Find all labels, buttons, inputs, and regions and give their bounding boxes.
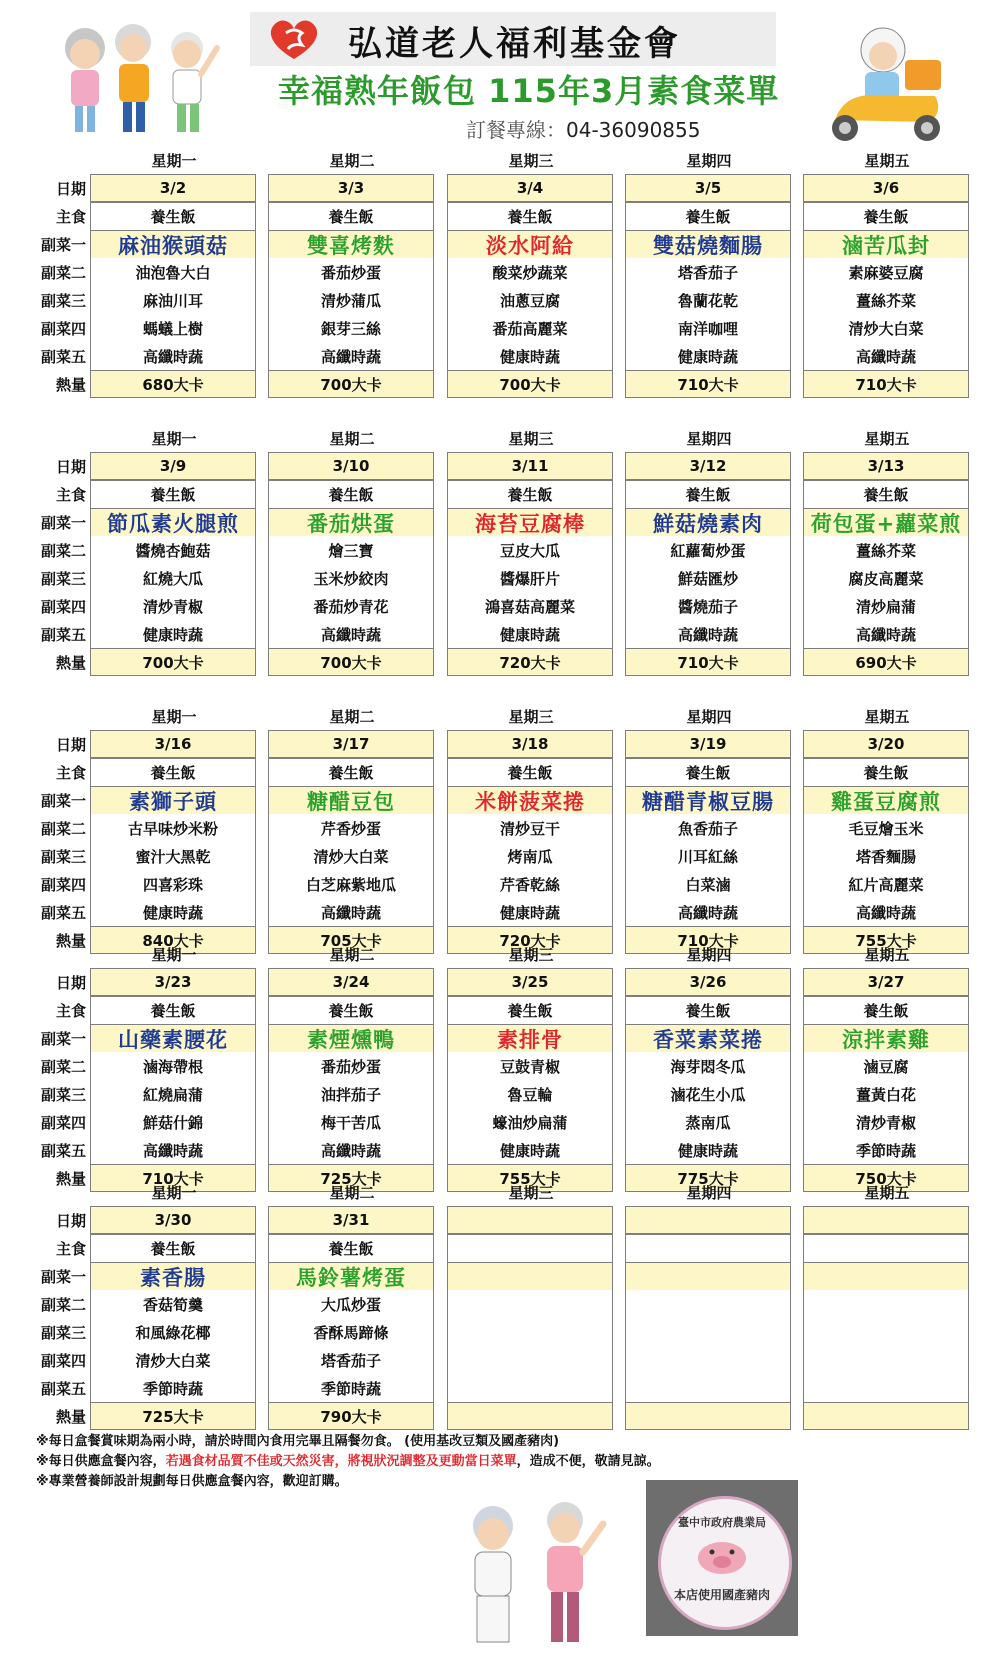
side-dish-3-cell: [625, 1318, 791, 1346]
side-dish-3-cell: 魯豆輪: [447, 1080, 613, 1108]
calories-cell: 700大卡: [268, 370, 434, 398]
side-dish-3-cell: 油蔥豆腐: [447, 286, 613, 314]
row-label: 副菜三: [40, 1324, 86, 1342]
side-dish-5-cell: 健康時蔬: [90, 620, 256, 648]
date-cell: 3/26: [625, 968, 791, 996]
staple-cell: 養生飯: [90, 996, 256, 1024]
side-dish-5-cell: 季節時蔬: [803, 1136, 969, 1164]
weekday-header: 星期一: [151, 430, 197, 448]
weekday-header: 星期三: [508, 152, 554, 170]
side-dish-3-cell: 紅燒扁蒲: [90, 1080, 256, 1108]
side-dish-5-cell: 高纖時蔬: [268, 1136, 434, 1164]
side-dish-2-cell: 醬燒杏鮑菇: [90, 536, 256, 564]
weekday-header: 星期二: [329, 430, 375, 448]
menu-title: 幸福熟年飯包 115年3月素食菜單: [278, 72, 780, 110]
staple-cell: 養生飯: [625, 480, 791, 508]
side-dish-4-cell: 番茄炒青花: [268, 592, 434, 620]
calories-cell: [625, 1402, 791, 1430]
org-logo-icon: [262, 15, 326, 63]
weekday-header: 星期二: [329, 1184, 375, 1202]
main-dish-cell: [447, 1262, 613, 1292]
date-cell: 3/24: [268, 968, 434, 996]
side-dish-2-cell: [803, 1290, 969, 1318]
row-label: 日期: [55, 736, 86, 754]
staple-cell: [803, 1234, 969, 1262]
side-dish-5-cell: 健康時蔬: [447, 342, 613, 370]
calories-cell: 700大卡: [90, 648, 256, 676]
side-dish-3-cell: 腐皮高麗菜: [803, 564, 969, 592]
side-dish-4-cell: [803, 1346, 969, 1374]
weekday-header: 星期三: [508, 430, 554, 448]
date-cell: 3/17: [268, 730, 434, 758]
calories-cell: [803, 1402, 969, 1430]
footer-notes: [36, 1432, 956, 1492]
date-cell: 3/19: [625, 730, 791, 758]
date-cell: 3/4: [447, 174, 613, 202]
side-dish-4-cell: 鮮菇什錦: [90, 1108, 256, 1136]
order-hotline: [466, 114, 700, 143]
side-dish-2-cell: 燴三寶: [268, 536, 434, 564]
row-label: 副菜五: [40, 348, 86, 366]
row-label: 副菜二: [40, 542, 86, 560]
badge-line2: 本店使用國產豬肉: [673, 1588, 770, 1602]
calories-cell: 840大卡: [90, 926, 256, 954]
row-label: 副菜一: [40, 792, 86, 810]
weekday-header: 星期四: [686, 152, 732, 170]
row-label: 日期: [55, 458, 86, 476]
row-label: 日期: [55, 1212, 86, 1230]
side-dish-2-cell: 毛豆燴玉米: [803, 814, 969, 842]
side-dish-4-cell: 清炒大白菜: [803, 314, 969, 342]
weekday-header: 星期一: [151, 708, 197, 726]
date-cell: 3/30: [90, 1206, 256, 1234]
date-cell: 3/12: [625, 452, 791, 480]
calories-cell: 725大卡: [90, 1402, 256, 1430]
row-label: 主食: [55, 1240, 86, 1258]
main-dish-cell: 滷苦瓜封: [803, 230, 969, 260]
date-cell: 3/5: [625, 174, 791, 202]
side-dish-2-cell: [625, 1290, 791, 1318]
calories-cell: 710大卡: [625, 370, 791, 398]
side-dish-5-cell: 健康時蔬: [90, 898, 256, 926]
side-dish-4-cell: 銀芽三絲: [268, 314, 434, 342]
side-dish-3-cell: [803, 1318, 969, 1346]
side-dish-2-cell: 塔香茄子: [625, 258, 791, 286]
main-dish-cell: 雙喜烤麩: [268, 230, 434, 260]
side-dish-5-cell: 健康時蔬: [625, 342, 791, 370]
side-dish-5-cell: 高纖時蔬: [803, 898, 969, 926]
weekday-header: 星期三: [508, 1184, 554, 1202]
staple-cell: 養生飯: [268, 758, 434, 786]
weekday-header: 星期一: [151, 152, 197, 170]
calories-cell: 705大卡: [268, 926, 434, 954]
org-name: 弘道老人福利基金會: [348, 24, 681, 64]
side-dish-2-cell: 油泡魯大白: [90, 258, 256, 286]
calories-cell: 720大卡: [447, 926, 613, 954]
row-label: 日期: [55, 180, 86, 198]
main-dish-cell: [625, 1262, 791, 1292]
main-dish-cell: 素香腸: [90, 1262, 256, 1292]
main-dish-cell: 雞蛋豆腐煎: [803, 786, 969, 816]
side-dish-3-cell: 清炒大白菜: [268, 842, 434, 870]
side-dish-4-cell: 白芝麻紫地瓜: [268, 870, 434, 898]
side-dish-4-cell: 清炒青椒: [90, 592, 256, 620]
calories-cell: 710大卡: [90, 1164, 256, 1192]
staple-cell: 養生飯: [447, 996, 613, 1024]
weekday-header: 星期五: [864, 152, 910, 170]
weekday-header: 星期四: [686, 946, 732, 964]
side-dish-4-cell: 番茄高麗菜: [447, 314, 613, 342]
date-cell: [625, 1206, 791, 1234]
side-dish-4-cell: 白菜滷: [625, 870, 791, 898]
date-cell: 3/27: [803, 968, 969, 996]
weekday-header: 星期三: [508, 946, 554, 964]
staple-cell: 養生飯: [447, 480, 613, 508]
staple-cell: 養生飯: [90, 202, 256, 230]
row-label: 主食: [55, 1002, 86, 1020]
side-dish-4-cell: 芹香乾絲: [447, 870, 613, 898]
side-dish-3-cell: 醬爆肝片: [447, 564, 613, 592]
weekday-header: 星期二: [329, 708, 375, 726]
side-dish-3-cell: 薑黃白花: [803, 1080, 969, 1108]
side-dish-4-cell: 蒸南瓜: [625, 1108, 791, 1136]
calories-cell: 790大卡: [268, 1402, 434, 1430]
row-label: 副菜三: [40, 848, 86, 866]
main-dish-cell: 番茄烘蛋: [268, 508, 434, 538]
side-dish-4-cell: 南洋咖哩: [625, 314, 791, 342]
staple-cell: [447, 1234, 613, 1262]
main-dish-cell: 節瓜素火腿煎: [90, 508, 256, 538]
date-cell: 3/31: [268, 1206, 434, 1234]
side-dish-2-cell: 紅蘿蔔炒蛋: [625, 536, 791, 564]
main-dish-cell: 糖醋青椒豆腸: [625, 786, 791, 816]
staple-cell: 養生飯: [625, 996, 791, 1024]
staple-cell: 養生飯: [90, 1234, 256, 1262]
badge-line1: 臺中市政府農業局: [678, 1516, 766, 1529]
main-dish-cell: 香菜素菜捲: [625, 1024, 791, 1054]
side-dish-2-cell: 豆皮大瓜: [447, 536, 613, 564]
note-shelf-life: ※每日盒餐賞味期為兩小時，請於時間內食用完畢且隔餐勿食。 (使用基改豆類及國產豬肉): [36, 1434, 560, 1449]
date-cell: 3/13: [803, 452, 969, 480]
side-dish-5-cell: 高纖時蔬: [803, 620, 969, 648]
row-label: 副菜五: [40, 1142, 86, 1160]
staple-cell: 養生飯: [803, 996, 969, 1024]
side-dish-3-cell: 香酥馬蹄條: [268, 1318, 434, 1346]
main-dish-cell: 海苔豆腐棒: [447, 508, 613, 538]
date-cell: 3/23: [90, 968, 256, 996]
main-dish-cell: 荷包蛋+蘿菜煎: [803, 508, 969, 538]
side-dish-2-cell: 清炒豆干: [447, 814, 613, 842]
side-dish-5-cell: 高纖時蔬: [268, 342, 434, 370]
date-cell: 3/2: [90, 174, 256, 202]
staple-cell: 養生飯: [268, 1234, 434, 1262]
calories-cell: 700大卡: [447, 370, 613, 398]
side-dish-2-cell: 豆鼓青椒: [447, 1052, 613, 1080]
main-dish-cell: 素煙燻鴨: [268, 1024, 434, 1054]
weekday-header: 星期三: [508, 708, 554, 726]
side-dish-5-cell: 高纖時蔬: [268, 898, 434, 926]
weekday-header: 星期二: [329, 152, 375, 170]
side-dish-5-cell: [625, 1374, 791, 1402]
staple-cell: 養生飯: [625, 758, 791, 786]
row-label: 主食: [55, 764, 86, 782]
date-cell: 3/18: [447, 730, 613, 758]
row-label: 副菜二: [40, 264, 86, 282]
side-dish-3-cell: 烤南瓜: [447, 842, 613, 870]
hotline-label: 訂餐專線：: [466, 118, 566, 142]
row-label: 熱量: [55, 1408, 86, 1426]
main-dish-cell: 山藥素腰花: [90, 1024, 256, 1054]
side-dish-5-cell: 健康時蔬: [447, 898, 613, 926]
side-dish-5-cell: 季節時蔬: [90, 1374, 256, 1402]
side-dish-2-cell: 芹香炒蛋: [268, 814, 434, 842]
side-dish-2-cell: 酸菜炒蔬菜: [447, 258, 613, 286]
side-dish-4-cell: 鴻喜菇高麗菜: [447, 592, 613, 620]
header: [0, 0, 1000, 150]
row-label: 副菜五: [40, 1380, 86, 1398]
side-dish-4-cell: [625, 1346, 791, 1374]
elderly-group-illustration: [55, 18, 225, 136]
main-dish-cell: 鮮菇燒素肉: [625, 508, 791, 538]
side-dish-5-cell: [447, 1374, 613, 1402]
weekday-header: 星期五: [864, 1184, 910, 1202]
main-dish-cell: 麻油猴頭菇: [90, 230, 256, 260]
date-cell: 3/20: [803, 730, 969, 758]
side-dish-4-cell: 清炒扁蒲: [803, 592, 969, 620]
calories-cell: 710大卡: [803, 370, 969, 398]
side-dish-5-cell: 季節時蔬: [268, 1374, 434, 1402]
side-dish-5-cell: [803, 1374, 969, 1402]
elderly-couple-illustration: [455, 1490, 615, 1655]
side-dish-3-cell: 麻油川耳: [90, 286, 256, 314]
row-label: 副菜三: [40, 570, 86, 588]
note-dietitian: ※專業營養師設計規劃每日供應盒餐內容，歡迎訂購。: [36, 1474, 348, 1489]
main-dish-cell: 淡水阿給: [447, 230, 613, 260]
date-cell: 3/25: [447, 968, 613, 996]
side-dish-5-cell: 高纖時蔬: [90, 342, 256, 370]
main-dish-cell: 米餅菠菜捲: [447, 786, 613, 816]
side-dish-2-cell: 香菇筍羹: [90, 1290, 256, 1318]
weekday-header: 星期四: [686, 708, 732, 726]
weekday-header: 星期五: [864, 946, 910, 964]
side-dish-2-cell: [447, 1290, 613, 1318]
date-cell: [447, 1206, 613, 1234]
pig-icon: [694, 1536, 750, 1576]
row-label: 副菜一: [40, 236, 86, 254]
staple-cell: 養生飯: [447, 202, 613, 230]
staple-cell: [625, 1234, 791, 1262]
side-dish-5-cell: 健康時蔬: [447, 620, 613, 648]
calories-cell: 710大卡: [625, 648, 791, 676]
staple-cell: 養生飯: [625, 202, 791, 230]
row-label: 副菜四: [40, 1114, 86, 1132]
side-dish-2-cell: 大瓜炒蛋: [268, 1290, 434, 1318]
side-dish-4-cell: 塔香茄子: [268, 1346, 434, 1374]
staple-cell: 養生飯: [803, 202, 969, 230]
main-dish-cell: 素獅子頭: [90, 786, 256, 816]
weekday-header: 星期四: [686, 1184, 732, 1202]
row-label: 主食: [55, 486, 86, 504]
staple-cell: 養生飯: [268, 480, 434, 508]
side-dish-3-cell: 油拌茄子: [268, 1080, 434, 1108]
side-dish-4-cell: 四喜彩珠: [90, 870, 256, 898]
calories-cell: 720大卡: [447, 648, 613, 676]
main-dish-cell: 馬鈴薯烤蛋: [268, 1262, 434, 1292]
date-cell: 3/11: [447, 452, 613, 480]
staple-cell: 養生飯: [268, 202, 434, 230]
calories-cell: 750大卡: [803, 1164, 969, 1192]
weekday-header: 星期一: [151, 946, 197, 964]
note-menu-change-warning: 若遇食材品質不佳或天然災害，將視狀況調整及更動當日菜單: [165, 1454, 517, 1469]
side-dish-3-cell: 川耳紅絲: [625, 842, 791, 870]
calories-cell: 755大卡: [803, 926, 969, 954]
main-dish-cell: 涼拌素雞: [803, 1024, 969, 1054]
weekday-header: 星期二: [329, 946, 375, 964]
side-dish-2-cell: 滷豆腐: [803, 1052, 969, 1080]
side-dish-5-cell: 高纖時蔬: [803, 342, 969, 370]
main-dish-cell: 雙菇燒麵腸: [625, 230, 791, 260]
calories-cell: 775大卡: [625, 1164, 791, 1192]
side-dish-4-cell: [447, 1346, 613, 1374]
date-cell: 3/9: [90, 452, 256, 480]
side-dish-3-cell: 紅燒大瓜: [90, 564, 256, 592]
side-dish-5-cell: 高纖時蔬: [625, 620, 791, 648]
row-label: 副菜三: [40, 1086, 86, 1104]
date-cell: 3/3: [268, 174, 434, 202]
side-dish-3-cell: 蜜汁大黑乾: [90, 842, 256, 870]
row-label: 副菜一: [40, 1030, 86, 1048]
staple-cell: 養生飯: [447, 758, 613, 786]
side-dish-2-cell: 番茄炒蛋: [268, 258, 434, 286]
side-dish-2-cell: 番茄炒蛋: [268, 1052, 434, 1080]
main-dish-cell: [803, 1262, 969, 1292]
row-label: 副菜二: [40, 1058, 86, 1076]
date-cell: 3/16: [90, 730, 256, 758]
side-dish-4-cell: 醬燒茄子: [625, 592, 791, 620]
side-dish-4-cell: 蠔油炒扁蒲: [447, 1108, 613, 1136]
side-dish-3-cell: 鮮菇匯炒: [625, 564, 791, 592]
side-dish-3-cell: 玉米炒絞肉: [268, 564, 434, 592]
staple-cell: 養生飯: [268, 996, 434, 1024]
staple-cell: 養生飯: [803, 758, 969, 786]
logo-banner: [250, 12, 776, 66]
row-label: 副菜四: [40, 876, 86, 894]
row-label: 副菜二: [40, 1296, 86, 1314]
row-label: 副菜二: [40, 820, 86, 838]
calories-cell: 680大卡: [90, 370, 256, 398]
weekday-header: 星期五: [864, 430, 910, 448]
row-label: 副菜一: [40, 514, 86, 532]
side-dish-2-cell: 薑絲芥菜: [803, 536, 969, 564]
side-dish-3-cell: 薑絲芥菜: [803, 286, 969, 314]
calories-cell: 700大卡: [268, 648, 434, 676]
side-dish-4-cell: 螞蟻上樹: [90, 314, 256, 342]
row-label: 副菜三: [40, 292, 86, 310]
date-cell: 3/6: [803, 174, 969, 202]
calories-cell: 690大卡: [803, 648, 969, 676]
row-label: 副菜一: [40, 1268, 86, 1286]
row-label: 副菜四: [40, 598, 86, 616]
side-dish-4-cell: 清炒大白菜: [90, 1346, 256, 1374]
side-dish-5-cell: 高纖時蔬: [90, 1136, 256, 1164]
side-dish-5-cell: 高纖時蔬: [268, 620, 434, 648]
date-cell: [803, 1206, 969, 1234]
side-dish-3-cell: 魯蘭花乾: [625, 286, 791, 314]
row-label: 副菜四: [40, 1352, 86, 1370]
staple-cell: 養生飯: [803, 480, 969, 508]
row-label: 日期: [55, 974, 86, 992]
side-dish-3-cell: 和風綠花椰: [90, 1318, 256, 1346]
weekday-header: 星期四: [686, 430, 732, 448]
side-dish-3-cell: 滷花生小瓜: [625, 1080, 791, 1108]
side-dish-2-cell: 海芽悶冬瓜: [625, 1052, 791, 1080]
calories-cell: [447, 1402, 613, 1430]
row-label: 熱量: [55, 932, 86, 950]
row-label: 熱量: [55, 1170, 86, 1188]
side-dish-5-cell: 健康時蔬: [447, 1136, 613, 1164]
row-label: 主食: [55, 208, 86, 226]
row-label: 熱量: [55, 654, 86, 672]
side-dish-4-cell: 清炒青椒: [803, 1108, 969, 1136]
row-label: 副菜五: [40, 904, 86, 922]
side-dish-2-cell: 素麻婆豆腐: [803, 258, 969, 286]
side-dish-4-cell: 紅片高麗菜: [803, 870, 969, 898]
row-label: 副菜五: [40, 626, 86, 644]
main-dish-cell: 素排骨: [447, 1024, 613, 1054]
row-label: 熱量: [55, 376, 86, 394]
delivery-scooter-illustration: [815, 20, 955, 148]
side-dish-3-cell: 清炒蒲瓜: [268, 286, 434, 314]
side-dish-3-cell: 塔香麵腸: [803, 842, 969, 870]
row-label: 副菜四: [40, 320, 86, 338]
side-dish-2-cell: 滷海帶根: [90, 1052, 256, 1080]
pork-origin-badge: [646, 1480, 798, 1636]
staple-cell: 養生飯: [90, 480, 256, 508]
side-dish-5-cell: 健康時蔬: [625, 1136, 791, 1164]
staple-cell: 養生飯: [90, 758, 256, 786]
side-dish-4-cell: 梅干苦瓜: [268, 1108, 434, 1136]
calories-cell: 755大卡: [447, 1164, 613, 1192]
side-dish-3-cell: [447, 1318, 613, 1346]
side-dish-2-cell: 古早味炒米粉: [90, 814, 256, 842]
side-dish-5-cell: 高纖時蔬: [625, 898, 791, 926]
note-menu-change: ※每日供應盒餐內容，若遇食材品質不佳或天然災害，將視狀況調整及更動當日菜單，造成不便，敬請見諒。: [36, 1454, 660, 1469]
weekday-header: 星期五: [864, 708, 910, 726]
date-cell: 3/10: [268, 452, 434, 480]
calories-cell: 710大卡: [625, 926, 791, 954]
hotline-number[interactable]: 04-36090855: [566, 118, 701, 142]
weekday-header: 星期一: [151, 1184, 197, 1202]
side-dish-2-cell: 魚香茄子: [625, 814, 791, 842]
main-dish-cell: 糖醋豆包: [268, 786, 434, 816]
calories-cell: 725大卡: [268, 1164, 434, 1192]
